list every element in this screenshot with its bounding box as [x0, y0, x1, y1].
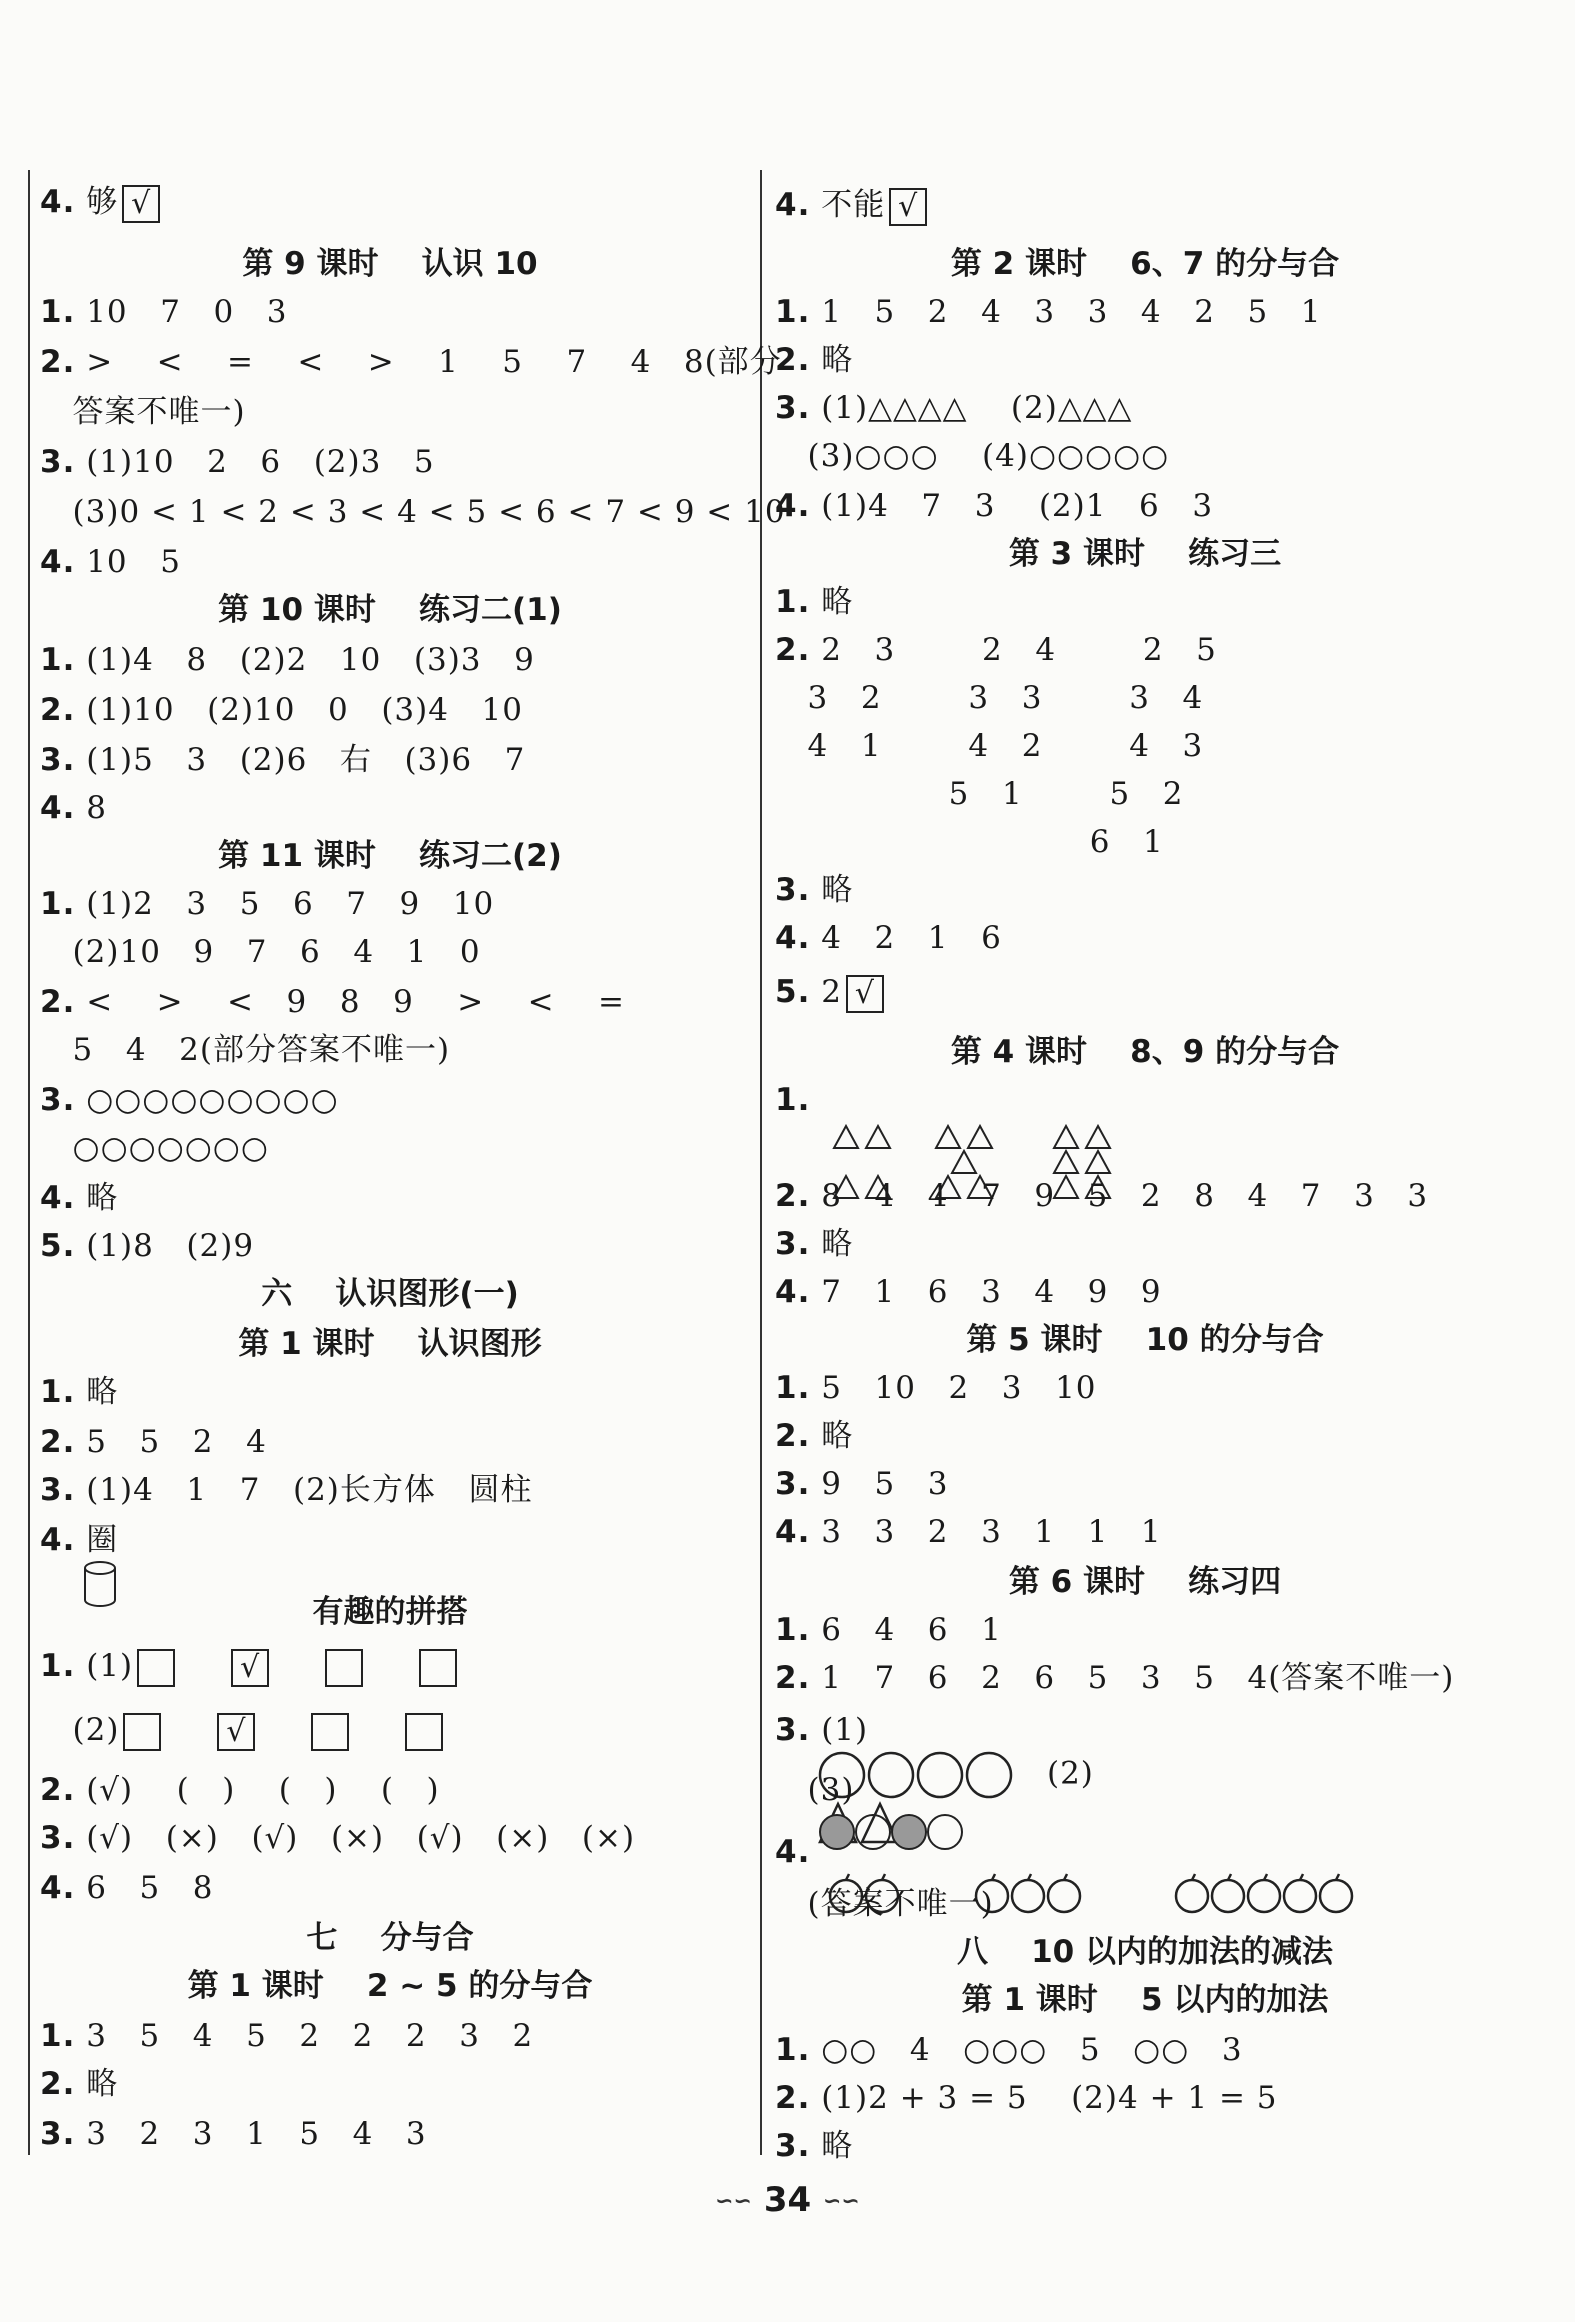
answer-line: 5. (1)8 (2)9 [40, 1228, 255, 1264]
answer-line: 4. 4 2 1 6 [775, 920, 1002, 956]
check-box [405, 1713, 443, 1751]
answer-line: 2. 8 4 4 7 9 5 2 8 4 7 3 3 [775, 1178, 1429, 1214]
answer-line: 3. 9 5 3 [775, 1466, 949, 1502]
page-footer [0, 2180, 1575, 2220]
answer-line: 1. 5 10 2 3 10 [775, 1370, 1097, 1406]
chapter-heading: 七 分与合 [306, 1920, 474, 1956]
triangle-icon [834, 1126, 858, 1148]
answer-line: 4. 10 5 [40, 544, 181, 580]
check-box: √ [122, 185, 160, 223]
triangle-icon [936, 1126, 960, 1148]
section-heading: 第 1 课时 5 以内的加法 [961, 1982, 1329, 2018]
answer-line: 答案不唯一) [40, 394, 246, 430]
answer-line: 3. (1)△△△△ (2)△△△ [775, 390, 1133, 426]
triangle-icon [1086, 1126, 1110, 1148]
answer-line: 2. 略 [775, 342, 854, 378]
answer-line: 1. 3 5 4 5 2 2 2 3 2 [40, 2018, 534, 2054]
answer-line: (3)○○○ (4)○○○○○ [775, 438, 1170, 474]
answer-line: (答案不唯一) [775, 1886, 994, 1922]
answer-line: 3. (1)10 2 6 (2)3 5 [40, 444, 435, 480]
answer-line: 3. 略 [775, 872, 854, 908]
section-heading: 第 1 课时 2 ~ 5 的分与合 [187, 1968, 593, 2004]
answer-line: 2. 1 7 6 2 6 5 3 5 4(答案不唯一) [775, 1660, 1455, 1696]
answer-line: 2. > < = < > 1 5 7 4 8(部分 [40, 344, 782, 380]
section-heading: 第 9 课时 认识 10 [242, 246, 538, 282]
answer-line: 3. 略 [775, 2128, 854, 2164]
answer-line: 2. 略 [775, 1418, 854, 1454]
answer-line: 2. 略 [40, 2066, 119, 2102]
triangle-icon [1054, 1126, 1078, 1148]
answer-line: 3. (1) (2) [775, 1710, 1094, 1884]
section-heading: 有趣的拼搭 [312, 1594, 468, 1630]
answer-line: 1. [775, 1080, 1226, 1244]
apple-icon [1012, 1880, 1044, 1912]
answer-line: 4. [775, 1832, 1506, 1956]
section-heading: 第 5 课时 10 的分与合 [966, 1322, 1324, 1358]
check-box [419, 1649, 457, 1687]
answer-line: ○○○○○○○ [40, 1130, 269, 1166]
answer-line: 1. 略 [40, 1374, 119, 1410]
check-box [123, 1713, 161, 1751]
answer-line: 4. (1)4 7 3 (2)1 6 3 [775, 488, 1214, 524]
triangle-icon [968, 1126, 992, 1148]
answer-line: 2. (1)10 (2)10 0 (3)4 10 [40, 692, 523, 728]
check-box [137, 1649, 175, 1687]
apple-icon [1048, 1880, 1080, 1912]
triangle-icon [1086, 1151, 1110, 1173]
answer-line: 3 2 3 3 3 4 [775, 680, 1204, 716]
answer-line: 3. (1)5 3 (2)6 右 (3)6 7 [40, 742, 526, 778]
answer-line: (3) [775, 1770, 968, 1892]
check-box [325, 1649, 363, 1687]
answer-line: 1. 10 7 0 3 [40, 294, 288, 330]
answer-line: (2) √ [40, 1710, 447, 1751]
section-heading: 第 3 课时 练习三 [1008, 536, 1282, 572]
apple-icon [1248, 1880, 1280, 1912]
answer-line: 4. 8 [40, 790, 107, 826]
check-box: √ [889, 188, 927, 226]
section-heading: 第 11 课时 练习二(2) [218, 838, 562, 874]
apple-icon [1212, 1880, 1244, 1912]
chapter-heading: 六 认识图形(一) [261, 1276, 519, 1312]
ornament-left: ∽∽ [715, 2189, 752, 2214]
answer-line: 3. (√) (×) (√) (×) (√) (×) (×) [40, 1820, 636, 1856]
chapter-heading: 八 10 以内的加法的减法 [956, 1934, 1334, 1970]
answer-line: 3. ○○○○○○○○○ [40, 1082, 339, 1118]
answer-line: 4. 略 [40, 1180, 119, 1216]
answer-line: 6 1 [775, 824, 1164, 860]
answer-line: 1. (1)4 8 (2)2 10 (3)3 9 [40, 642, 535, 678]
apple-icon [1320, 1880, 1352, 1912]
section-heading: 第 1 课时 认识图形 [238, 1326, 542, 1362]
answer-line: 1. 1 5 2 4 3 3 4 2 5 1 [775, 294, 1322, 330]
section-heading: 第 10 课时 练习二(1) [218, 592, 562, 628]
answer-line: 4. 够 √ [40, 182, 164, 223]
apple-icon [1176, 1880, 1208, 1912]
answer-line: (3)0 < 1 < 2 < 3 < 4 < 5 < 6 < 7 < 9 < 10 [40, 494, 786, 530]
section-heading: 第 2 课时 6、7 的分与合 [950, 246, 1340, 282]
answer-line: 2. < > < 9 8 9 > < = [40, 984, 625, 1020]
check-box: √ [846, 975, 884, 1013]
check-box [311, 1713, 349, 1751]
answer-line: 4. 7 1 6 3 4 9 9 [775, 1274, 1162, 1310]
answer-line: 1. ○○ 4 ○○○ 5 ○○ 3 [775, 2032, 1243, 2068]
ornament-right: ∽∽ [823, 2189, 860, 2214]
section-heading: 第 4 课时 8、9 的分与合 [950, 1034, 1340, 1070]
answer-line: 2. (√) ( ) ( ) ( ) [40, 1772, 440, 1808]
answer-line: 2. (1)2 + 3 = 5 (2)4 + 1 = 5 [775, 2080, 1278, 2116]
answer-line: 1. 略 [775, 584, 854, 620]
apple-icon [1284, 1880, 1316, 1912]
check-box: √ [231, 1649, 269, 1687]
triangle-icon [952, 1151, 976, 1173]
answer-line: 5 4 2(部分答案不唯一) [40, 1032, 451, 1068]
answer-line: 1. (1)2 3 5 6 7 9 10 [40, 886, 495, 922]
answer-line: 4. 圈 [40, 1520, 118, 1648]
triangle-icon [1054, 1151, 1078, 1173]
answer-line: 3. 略 [775, 1226, 854, 1262]
triangle-icon [866, 1126, 890, 1148]
answer-line: 4. 3 3 2 3 1 1 1 [775, 1514, 1162, 1550]
answer-line: 1. (1) √ [40, 1646, 461, 1687]
answer-line: 3. (1)4 1 7 (2)长方体 圆柱 [40, 1472, 533, 1508]
page-number: 34 [763, 2180, 812, 2220]
answer-line: 1. 6 4 6 1 [775, 1612, 1002, 1648]
check-box: √ [217, 1713, 255, 1751]
answer-line: 5 1 5 2 [775, 776, 1184, 812]
answer-line: (2)10 9 7 6 4 1 0 [40, 934, 481, 970]
answer-line: 4 1 4 2 4 3 [775, 728, 1204, 764]
answer-line: 3. 3 2 3 1 5 4 3 [40, 2116, 427, 2152]
section-heading: 第 6 课时 练习四 [1008, 1564, 1282, 1600]
answer-line: 2. 5 5 2 4 [40, 1424, 267, 1460]
left-column-rule [28, 170, 30, 2155]
answer-line: 2. 2 3 2 4 2 5 [775, 632, 1217, 668]
circle-icon [967, 1753, 1011, 1797]
answer-line: 5. 2 √ [775, 972, 888, 1013]
center-column-rule [760, 170, 762, 2155]
answer-line: 4. 6 5 8 [40, 1870, 214, 1906]
answer-line: 4. 不能 √ [775, 185, 931, 226]
